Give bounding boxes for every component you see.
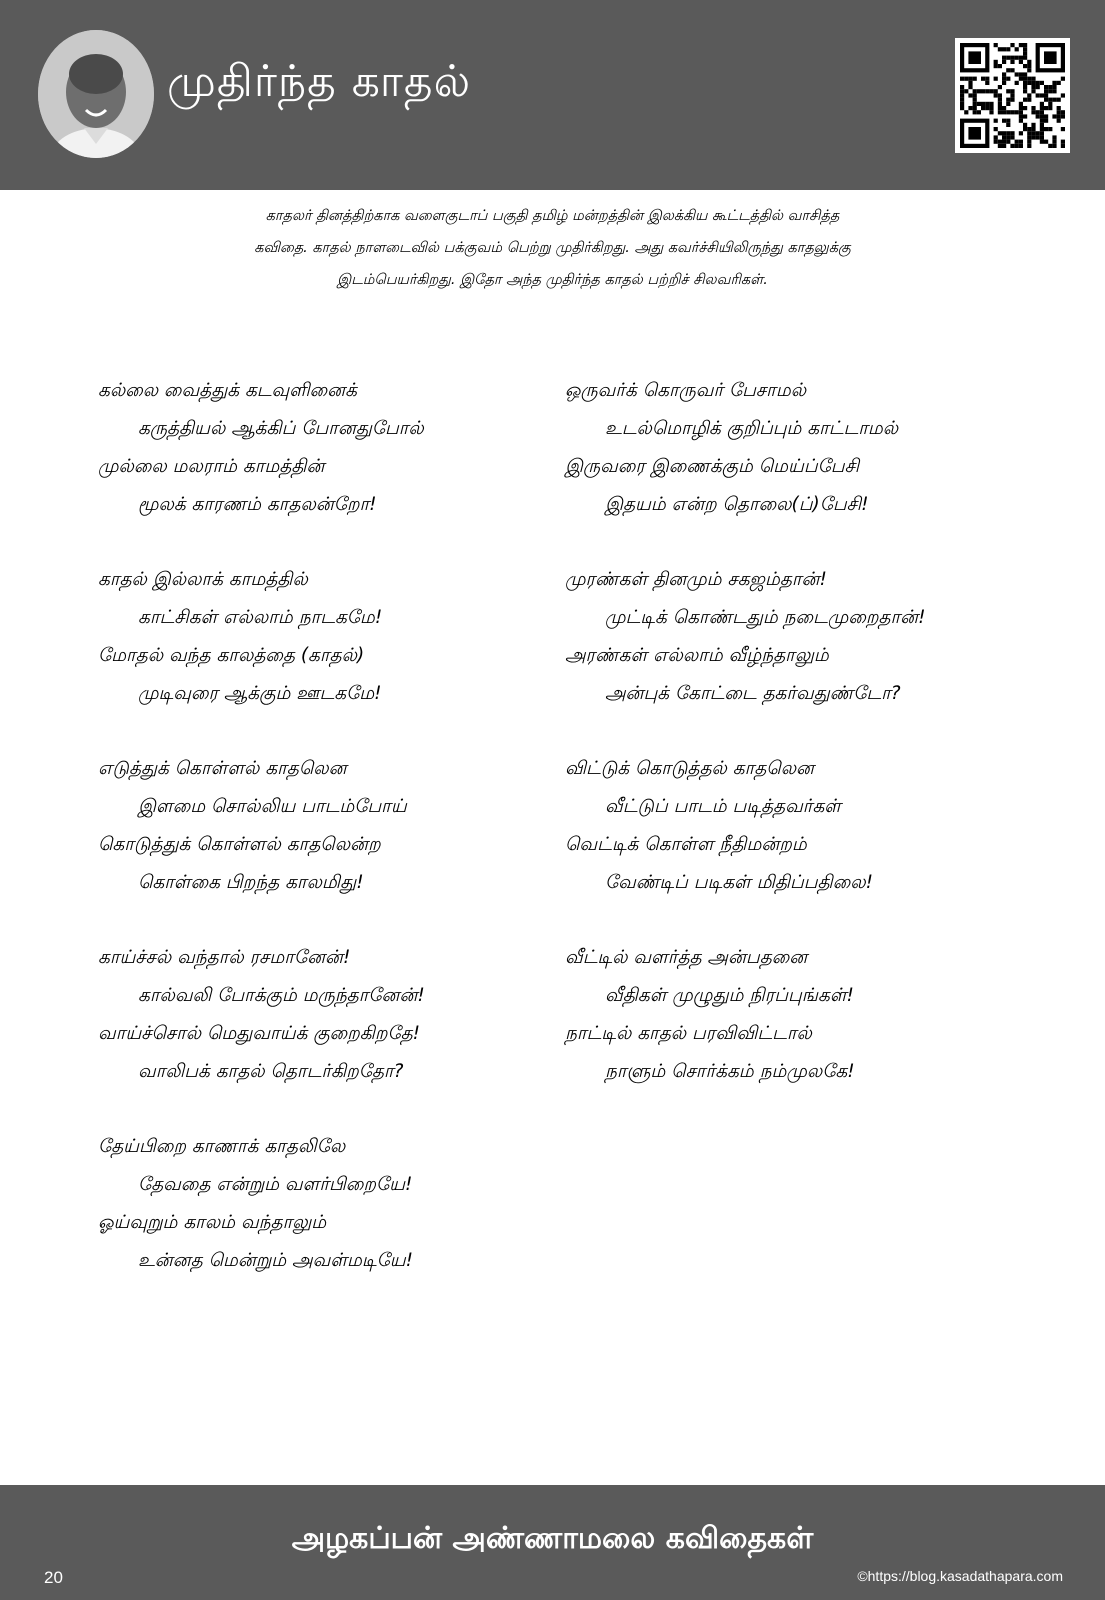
poem-line: வேண்டிப் படிகள் மிதிப்பதிலை! xyxy=(605,872,873,893)
poem-line: காட்சிகள் எல்லாம் நாடகமே! xyxy=(138,607,383,628)
poem-line: உன்னத மென்றும் அவள்மடியே! xyxy=(138,1250,414,1271)
poem-line: முல்லை மலராம் காமத்தின் xyxy=(98,456,325,477)
poem-line: காதல் இல்லாக் காமத்தில் xyxy=(98,569,308,590)
page-title: முதிர்ந்த காதல் xyxy=(167,56,472,107)
poem-line: கல்லை வைத்துக் கடவுளினைக் xyxy=(98,380,357,401)
poem-stanza xyxy=(565,372,1035,524)
poem-line: கொடுத்துக் கொள்ளல் காதலென்ற xyxy=(98,834,381,855)
footer-title: அழகப்பன் அண்ணாமலை கவிதைகள் xyxy=(291,1521,814,1556)
poem-line: கொள்கை பிறந்த காலமிது! xyxy=(138,872,364,893)
poem-stanza xyxy=(565,750,1035,902)
poem-line: நாளும் சொர்க்கம் நம்முலகே! xyxy=(605,1061,855,1082)
poem-line: காய்ச்சல் வந்தால் ரசமானேன்! xyxy=(98,947,351,968)
intro-line: இடம்பெயர்கிறது. இதோ அந்த முதிர்ந்த காதல் பற்றிச் சிலவரிகள். xyxy=(337,272,768,288)
author-portrait-icon xyxy=(38,30,154,158)
poem-line: விட்டுக் கொடுத்தல் காதலென xyxy=(565,758,814,779)
author-avatar xyxy=(38,30,154,158)
footer-band xyxy=(0,1485,1105,1600)
copyright-link[interactable]: ©https://blog.kasadathapara.com xyxy=(857,1568,1063,1584)
poem-line: அரண்கள் எல்லாம் வீழ்ந்தாலும் xyxy=(565,645,829,666)
poem-line: மூலக் காரணம் காதலன்றோ! xyxy=(138,494,377,515)
poem-stanza xyxy=(565,939,1035,1091)
poem-stanza xyxy=(98,1128,568,1280)
poem-line: இளமை சொல்லிய பாடம்போய் xyxy=(138,796,407,817)
poem-line: வீதிகள் முழுதும் நிரப்புங்கள்! xyxy=(605,985,854,1006)
poem-line: இருவரை இணைக்கும் மெய்ப்பேசி xyxy=(565,456,860,477)
intro-paragraph xyxy=(80,200,1025,296)
poem-stanza xyxy=(98,939,568,1091)
poem-line: ஓய்வுறும் காலம் வந்தாலும் xyxy=(98,1212,327,1233)
poem-line: கருத்தியல் ஆக்கிப் போனதுபோல் xyxy=(138,418,424,439)
poem-stanza xyxy=(98,750,568,902)
poem-stanza xyxy=(98,372,568,524)
poem-line: வாலிபக் காதல் தொடர்கிறதோ? xyxy=(138,1061,404,1082)
poem-line: தேவதை என்றும் வளர்பிறையே! xyxy=(138,1174,413,1195)
poem-line: நாட்டில் காதல் பரவிவிட்டால் xyxy=(565,1023,812,1044)
poem-column-right xyxy=(565,372,1035,1128)
poem-line: வாய்ச்சொல் மெதுவாய்க் குறைகிறதே! xyxy=(98,1023,421,1044)
poem-stanza xyxy=(98,561,568,713)
poem-line: தேய்பிறை காணாக் காதலிலே xyxy=(98,1136,346,1157)
poem-line: அன்புக் கோட்டை தகர்வதுண்டோ? xyxy=(605,683,901,704)
poem-line: ஒருவர்க் கொருவர் பேசாமல் xyxy=(565,380,807,401)
header-band xyxy=(0,0,1105,190)
poem-line: வீட்டுப் பாடம் படித்தவர்கள் xyxy=(605,796,842,817)
poem-line: மோதல் வந்த காலத்தை (காதல்) xyxy=(98,645,365,666)
poem-line: எடுத்துக் கொள்ளல் காதலென xyxy=(98,758,347,779)
qr-code-icon[interactable] xyxy=(955,38,1070,153)
intro-line: கவிதை. காதல் நாளடைவில் பக்குவம் பெற்று முதிர்கிறது. அது கவர்ச்சியிலிருந்து காதலுக்கு xyxy=(254,240,851,256)
poem-line: இதயம் என்ற தொலை(ப்)பேசி! xyxy=(605,494,869,515)
intro-line: காதலர் தினத்திற்காக வளைகுடாப் பகுதி தமிழ் மன்றத்தின் இலக்கிய கூட்டத்தில் வாசித்த xyxy=(265,208,840,224)
poem-line: முரண்கள் தினமும் சகஜம்தான்! xyxy=(565,569,827,590)
poem-stanza xyxy=(565,561,1035,713)
poem-line: முடிவுரை ஆக்கும் ஊடகமே! xyxy=(138,683,382,704)
poem-line: வெட்டிக் கொள்ள நீதிமன்றம் xyxy=(565,834,807,855)
poem-line: உடல்மொழிக் குறிப்பும் காட்டாமல் xyxy=(605,418,899,439)
poem-column-left xyxy=(98,372,568,1317)
poem-line: முட்டிக் கொண்டதும் நடைமுறைதான்! xyxy=(605,607,926,628)
poem-line: வீட்டில் வளர்த்த அன்பதனை xyxy=(565,947,808,968)
poem-line: கால்வலி போக்கும் மருந்தானேன்! xyxy=(138,985,425,1006)
page-number: 20 xyxy=(44,1568,63,1587)
